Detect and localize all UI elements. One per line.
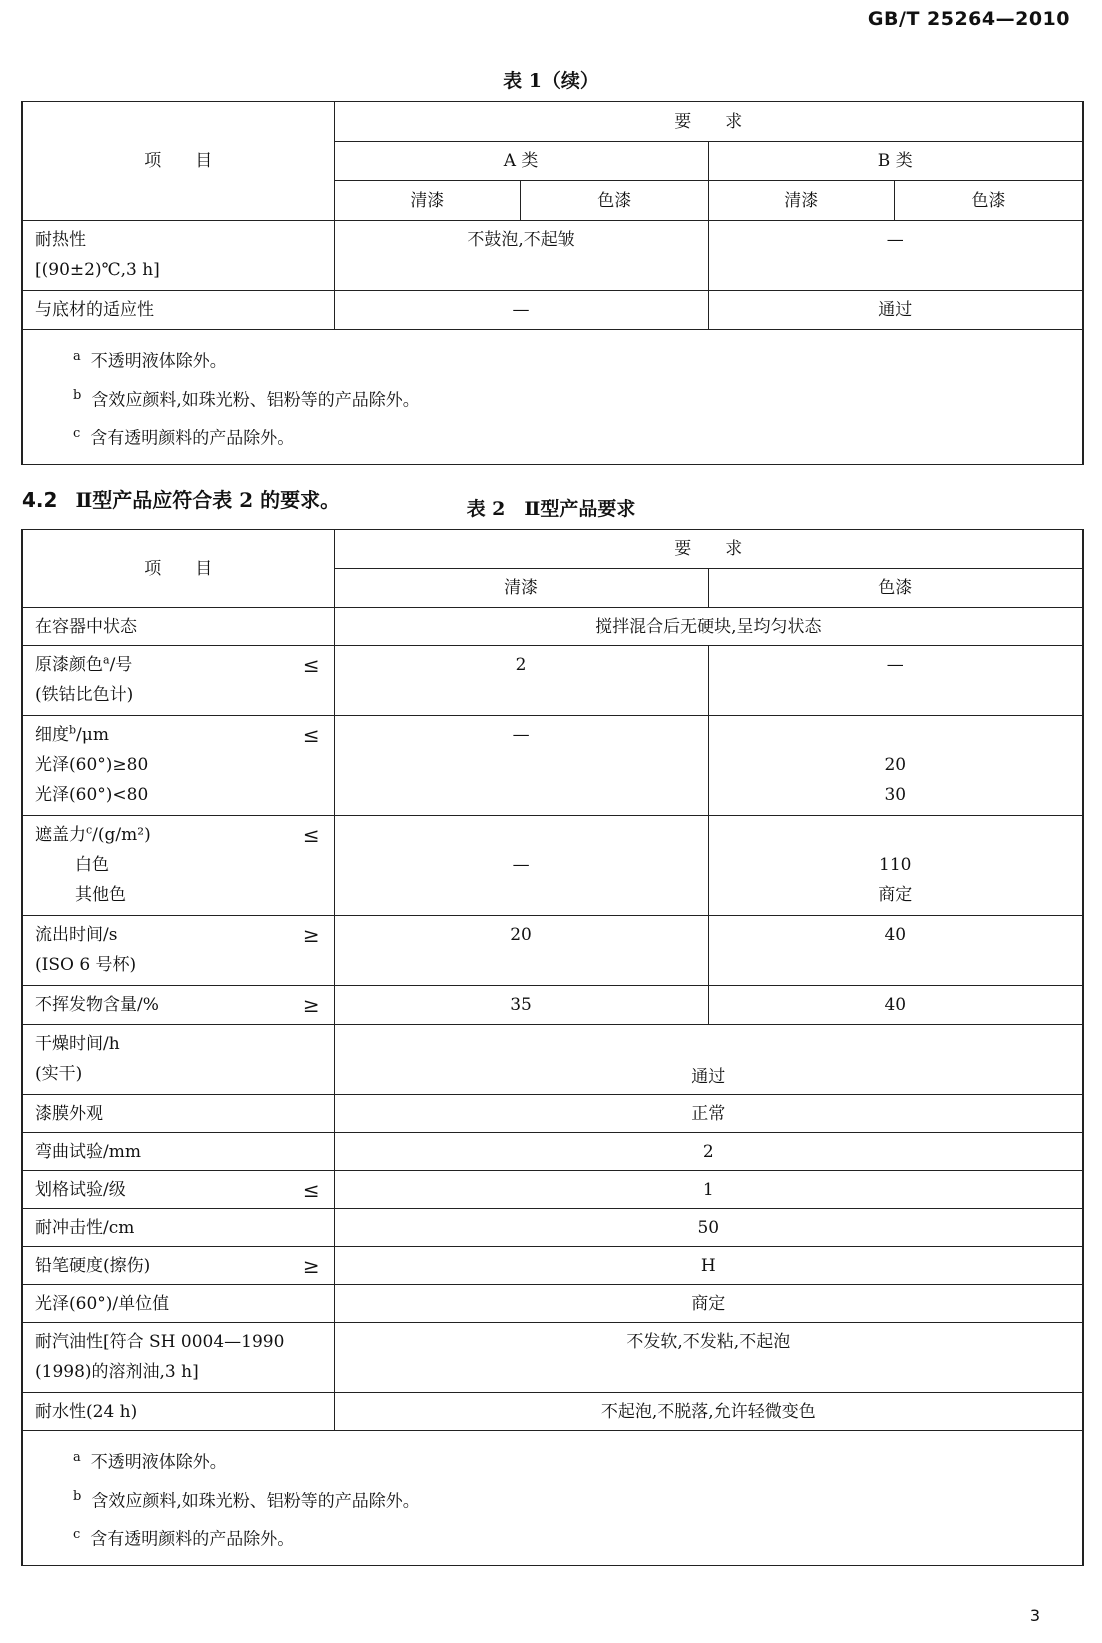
standard-code: GB/T 25264—2010 bbox=[867, 8, 1070, 30]
table2-drying-value: 通过 bbox=[334, 1025, 1083, 1095]
table2-title: 表 2 Ⅱ型产品要求 bbox=[466, 498, 636, 520]
table2-pencil-value: H bbox=[334, 1247, 1083, 1285]
table2-flow-color: 40 bbox=[708, 916, 1083, 986]
table2-notes bbox=[22, 1431, 1083, 1566]
table-row bbox=[22, 608, 1083, 646]
table2-gloss-value: 商定 bbox=[334, 1285, 1083, 1323]
table2-flow-item: 流出时间/s ≥ (ISO 6 号杯) bbox=[22, 916, 334, 986]
table1-row-substrate-b: 通过 bbox=[708, 291, 1083, 330]
table-row bbox=[22, 1323, 1083, 1393]
table2-fineness-clear: — bbox=[334, 716, 708, 816]
table2-film-item: 漆膜外观 bbox=[22, 1095, 334, 1133]
table1-head-item: 项 目 bbox=[22, 102, 334, 221]
table2-color-no-color: — bbox=[708, 646, 1083, 716]
table-row bbox=[22, 1247, 1083, 1285]
table-row bbox=[22, 291, 1083, 330]
table2-color-no-clear: 2 bbox=[334, 646, 708, 716]
table2-head-requirement: 要 求 bbox=[334, 530, 1083, 569]
table1-row-substrate-item: 与底材的适应性 bbox=[22, 291, 334, 330]
table1-notes bbox=[22, 330, 1083, 465]
table1-head-b-clear: 清漆 bbox=[708, 181, 894, 221]
table-row bbox=[22, 646, 1083, 716]
table2-gasoline-value: 不发软,不发粘,不起泡 bbox=[334, 1323, 1083, 1393]
table-row bbox=[22, 1209, 1083, 1247]
table2-solids-item: 不挥发物含量/% ≥ bbox=[22, 986, 334, 1025]
table2-head-clear: 清漆 bbox=[334, 569, 708, 608]
table2 bbox=[21, 529, 1084, 1566]
table1-note-a: $^a$ 不透明液体除外。 bbox=[73, 349, 227, 372]
table-row bbox=[22, 916, 1083, 986]
table-row bbox=[22, 816, 1083, 916]
table2-head-color: 色漆 bbox=[708, 569, 1083, 608]
table2-gasoline-item: 耐汽油性[符合 SH 0004—1990 (1998)的溶剂油,3 h] bbox=[22, 1323, 334, 1393]
table2-head-item: 项 目 bbox=[22, 530, 334, 608]
table1-head-a-clear: 清漆 bbox=[334, 181, 520, 221]
table2-crosscut-value: 1 bbox=[334, 1171, 1083, 1209]
table2-drying-item: 干燥时间/h (实干) bbox=[22, 1025, 334, 1095]
table2-note-b: $^b$ 含效应颜料,如珠光粉、铝粉等的产品除外。 bbox=[73, 1488, 420, 1512]
table1-row-heat-item: 耐热性 [(90±2)℃,3 h] bbox=[22, 221, 334, 291]
table2-note-c: $^c$ 含有透明颜料的产品除外。 bbox=[73, 1527, 295, 1550]
table-row bbox=[22, 1025, 1083, 1095]
table-row bbox=[22, 1171, 1083, 1209]
table2-bend-value: 2 bbox=[334, 1133, 1083, 1171]
table2-crosscut-item: 划格试验/级 ≤ bbox=[22, 1171, 334, 1209]
table2-hiding-color: 110 商定 bbox=[708, 816, 1083, 916]
table2-fineness-color: 20 30 bbox=[708, 716, 1083, 816]
table-row bbox=[22, 221, 1083, 291]
table-row bbox=[22, 716, 1083, 816]
table-row bbox=[22, 1393, 1083, 1431]
table-row bbox=[22, 986, 1083, 1025]
table1-note-b: $^b$ 含效应颜料,如珠光粉、铝粉等的产品除外。 bbox=[73, 387, 420, 411]
table2-fineness-item: 细度$^b$/μm ≤ 光泽(60°)≥80 光泽(60°)<80 bbox=[22, 716, 334, 816]
table2-note-a: $^a$ 不透明液体除外。 bbox=[73, 1450, 227, 1473]
table2-pencil-item: 铅笔硬度(擦伤) ≥ bbox=[22, 1247, 334, 1285]
table1-head-class-a: A 类 bbox=[334, 142, 708, 181]
table1 bbox=[21, 101, 1084, 465]
table2-gloss-item: 光泽(60°)/单位值 bbox=[22, 1285, 334, 1323]
table2-flow-clear: 20 bbox=[334, 916, 708, 986]
table2-water-item: 耐水性(24 h) bbox=[22, 1393, 334, 1431]
table2-bend-item: 弯曲试验/mm bbox=[22, 1133, 334, 1171]
table-row bbox=[22, 1095, 1083, 1133]
table2-film-value: 正常 bbox=[334, 1095, 1083, 1133]
clause-4-2: 4.2 Ⅱ型产品应符合表 2 的要求。 bbox=[22, 488, 341, 512]
table1-title: 表 1（续） bbox=[503, 70, 599, 92]
table2-solids-color: 40 bbox=[708, 986, 1083, 1025]
table2-color-no-item: 原漆颜色$^a$/号 ≤ (铁钴比色计) bbox=[22, 646, 334, 716]
table1-row-heat-a: 不鼓泡,不起皱 bbox=[334, 221, 708, 291]
table1-note-c: $^c$ 含有透明颜料的产品除外。 bbox=[73, 426, 295, 449]
page-number: 3 bbox=[1029, 1606, 1040, 1625]
table2-water-value: 不起泡,不脱落,允许轻微变色 bbox=[334, 1393, 1083, 1431]
table2-impact-value: 50 bbox=[334, 1209, 1083, 1247]
table1-row-heat-b: — bbox=[708, 221, 1083, 291]
table1-head-a-color: 色漆 bbox=[521, 181, 708, 221]
table1-head-class-b: B 类 bbox=[708, 142, 1083, 181]
table2-hiding-item: 遮盖力$^c$/(g/m²) ≤ 白色 其他色 bbox=[22, 816, 334, 916]
table2-hiding-clear: — bbox=[334, 816, 708, 916]
table-row bbox=[22, 1285, 1083, 1323]
table2-solids-clear: 35 bbox=[334, 986, 708, 1025]
table1-row-substrate-a: — bbox=[334, 291, 708, 330]
table2-container-item: 在容器中状态 bbox=[22, 608, 334, 646]
table1-head-requirement: 要 求 bbox=[334, 102, 1083, 142]
table2-impact-item: 耐冲击性/cm bbox=[22, 1209, 334, 1247]
table-row bbox=[22, 1133, 1083, 1171]
table1-head-b-color: 色漆 bbox=[894, 181, 1083, 221]
table2-container-value: 搅拌混合后无硬块,呈均匀状态 bbox=[334, 608, 1083, 646]
